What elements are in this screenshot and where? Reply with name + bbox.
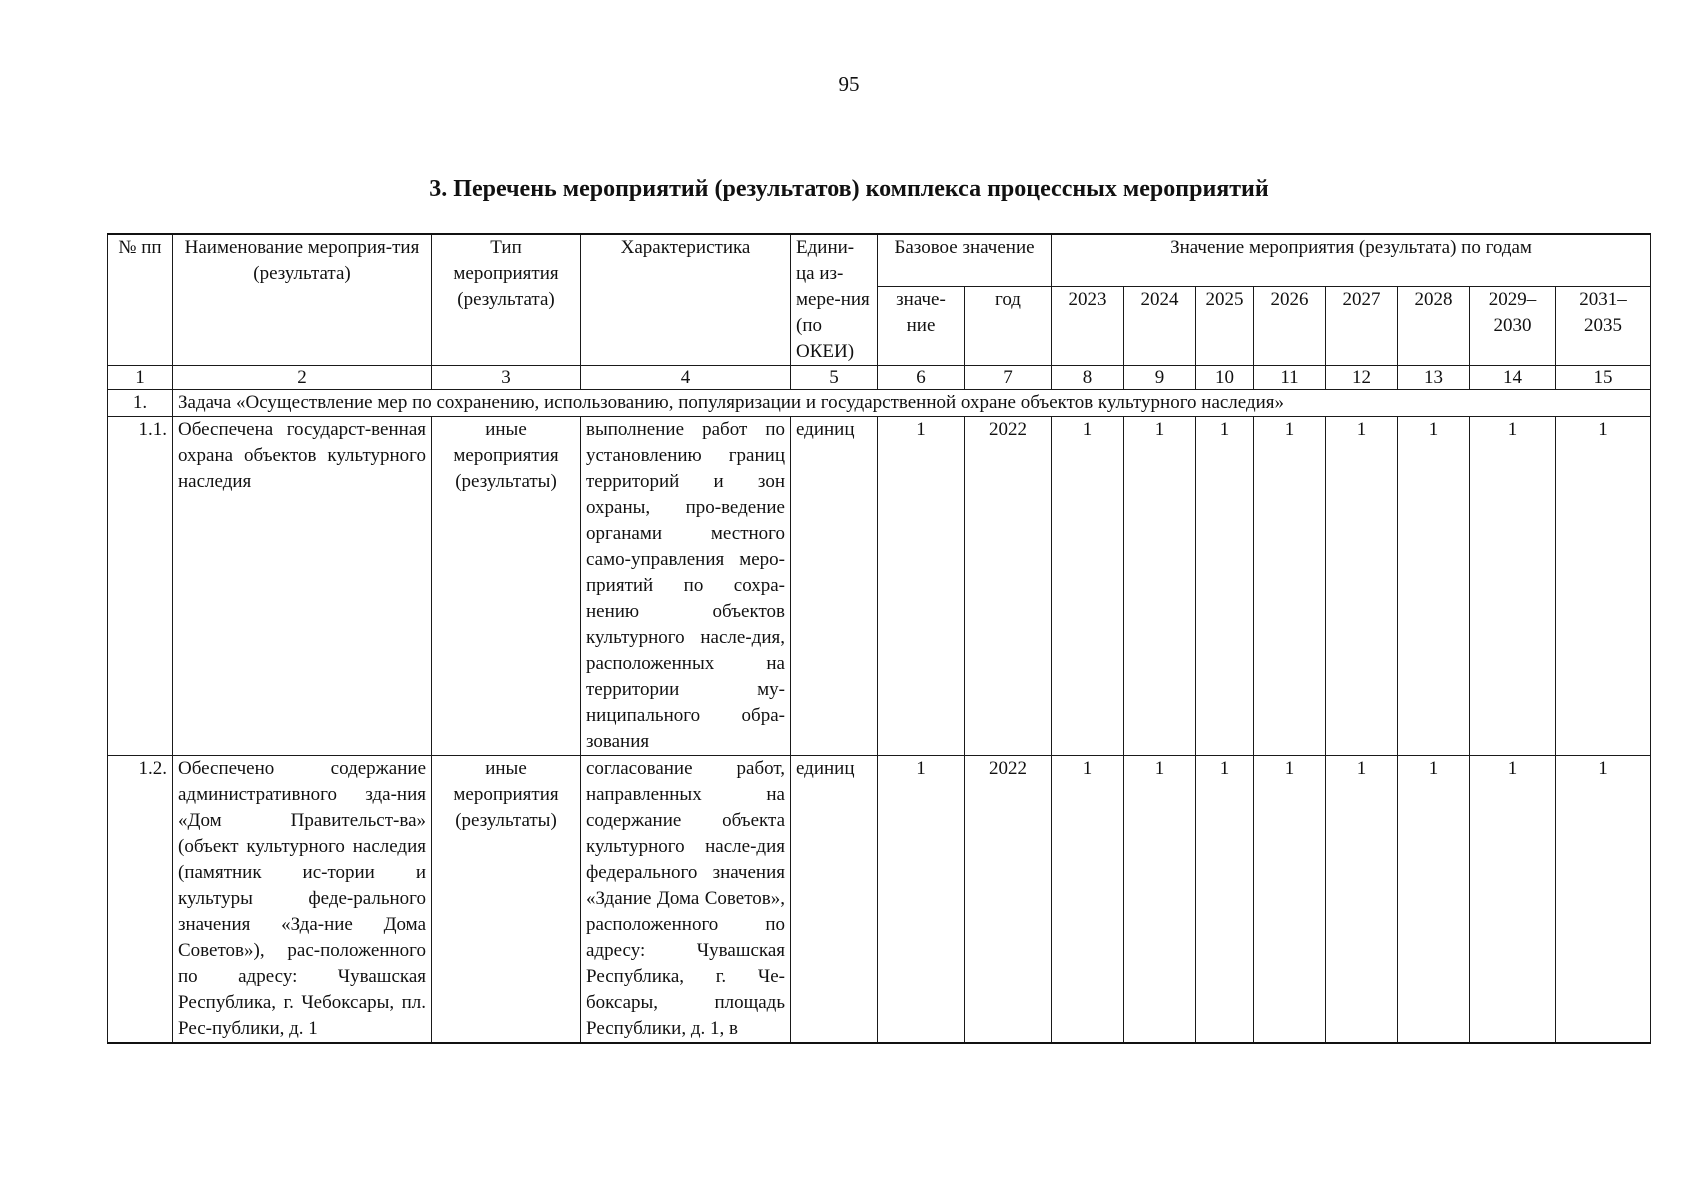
column-number: 11	[1254, 366, 1326, 390]
row-number: 1.1.	[108, 417, 173, 756]
row-name: Обеспечено содержание административного зда-ния «Дом Правительст-ва» (объект культурного наследия (памятник ис-тории и культуры феде-рального значения «Зда-ние Дома Советов»), рас-положенного по адресу: Чувашская Республика, г. Чебоксары, пл. Рес-публики, д. 1	[173, 756, 432, 1044]
header-years-group: Значение мероприятия (результата) по годам	[1052, 234, 1651, 287]
row-year-value: 1	[1254, 756, 1326, 1044]
column-number: 12	[1326, 366, 1398, 390]
column-number: 8	[1052, 366, 1124, 390]
row-year-value: 1	[1052, 756, 1124, 1044]
header-unit: Едини-ца из-мере-ния (по ОКЕИ)	[791, 234, 878, 366]
row-characteristic: выполнение работ по установлению границ территорий и зон охраны, про-ведение органами местного само-управления меро-приятий по сохра-нению объектов культурного насле-дия, расположенных на территории му-ниципального обра-зования	[581, 417, 791, 756]
header-year: 2029–2030	[1470, 287, 1556, 366]
row-unit: единиц	[791, 756, 878, 1044]
measures-table	[107, 233, 1651, 1044]
header-no: № пп	[108, 234, 173, 366]
page-number: 95	[838, 72, 860, 96]
column-number: 10	[1196, 366, 1254, 390]
document-title: 3. Перечень мероприятий (результатов) комплекса процессных мероприятий	[429, 176, 1269, 202]
column-number: 1	[108, 366, 173, 390]
column-number: 4	[581, 366, 791, 390]
header-type: Тип мероприятия (результата)	[432, 234, 581, 366]
column-number: 5	[791, 366, 878, 390]
row-characteristic: согласование работ, направленных на содержание объекта культурного насле-дия федерального значения «Здание Дома Советов», расположенного по адресу: Чувашская Республика, г. Че-боксары, площадь Республики, д. 1, в	[581, 756, 791, 1044]
header-year: 2031–2035	[1556, 287, 1651, 366]
row-year-value: 1	[1196, 417, 1254, 756]
row-year-value: 1	[1326, 756, 1398, 1044]
row-year-value: 1	[1196, 756, 1254, 1044]
header-characteristic: Характеристика	[581, 234, 791, 366]
row-year-value: 1	[1124, 756, 1196, 1044]
row-base-year: 2022	[965, 417, 1052, 756]
column-number: 6	[878, 366, 965, 390]
header-base-value: значе-ние	[878, 287, 965, 366]
task-number: 1.	[108, 390, 173, 417]
row-name: Обеспечена государст-венная охрана объектов культурного наследия	[173, 417, 432, 756]
row-year-value: 1	[1470, 417, 1556, 756]
header-base: Базовое значение	[878, 234, 1052, 287]
row-base-value: 1	[878, 417, 965, 756]
header-base-year: год	[965, 287, 1052, 366]
row-number: 1.2.	[108, 756, 173, 1044]
header-year: 2024	[1124, 287, 1196, 366]
row-year-value: 1	[1326, 417, 1398, 756]
table-row	[108, 756, 1651, 1044]
header-year: 2027	[1326, 287, 1398, 366]
row-base-year: 2022	[965, 756, 1052, 1044]
row-year-value: 1	[1470, 756, 1556, 1044]
column-number: 7	[965, 366, 1052, 390]
column-number: 13	[1398, 366, 1470, 390]
column-number: 9	[1124, 366, 1196, 390]
task-row	[108, 390, 1651, 417]
column-number: 2	[173, 366, 432, 390]
column-number: 3	[432, 366, 581, 390]
row-type: иные мероприятия (результаты)	[432, 756, 581, 1044]
row-year-value: 1	[1254, 417, 1326, 756]
table-row	[108, 417, 1651, 756]
row-type: иные мероприятия (результаты)	[432, 417, 581, 756]
row-year-value: 1	[1556, 756, 1651, 1044]
header-year: 2023	[1052, 287, 1124, 366]
row-year-value: 1	[1052, 417, 1124, 756]
row-year-value: 1	[1556, 417, 1651, 756]
task-text: Задача «Осуществление мер по сохранению, использованию, популяризации и государственной охране объектов культурного наследия»	[173, 390, 1651, 417]
header-year: 2025	[1196, 287, 1254, 366]
row-base-value: 1	[878, 756, 965, 1044]
header-row-1	[108, 234, 1651, 287]
column-number-row	[108, 366, 1651, 390]
column-number: 15	[1556, 366, 1651, 390]
header-year: 2028	[1398, 287, 1470, 366]
row-year-value: 1	[1124, 417, 1196, 756]
header-name: Наименование мероприя-тия (результата)	[173, 234, 432, 366]
row-unit: единиц	[791, 417, 878, 756]
row-year-value: 1	[1398, 756, 1470, 1044]
column-number: 14	[1470, 366, 1556, 390]
row-year-value: 1	[1398, 417, 1470, 756]
header-year: 2026	[1254, 287, 1326, 366]
